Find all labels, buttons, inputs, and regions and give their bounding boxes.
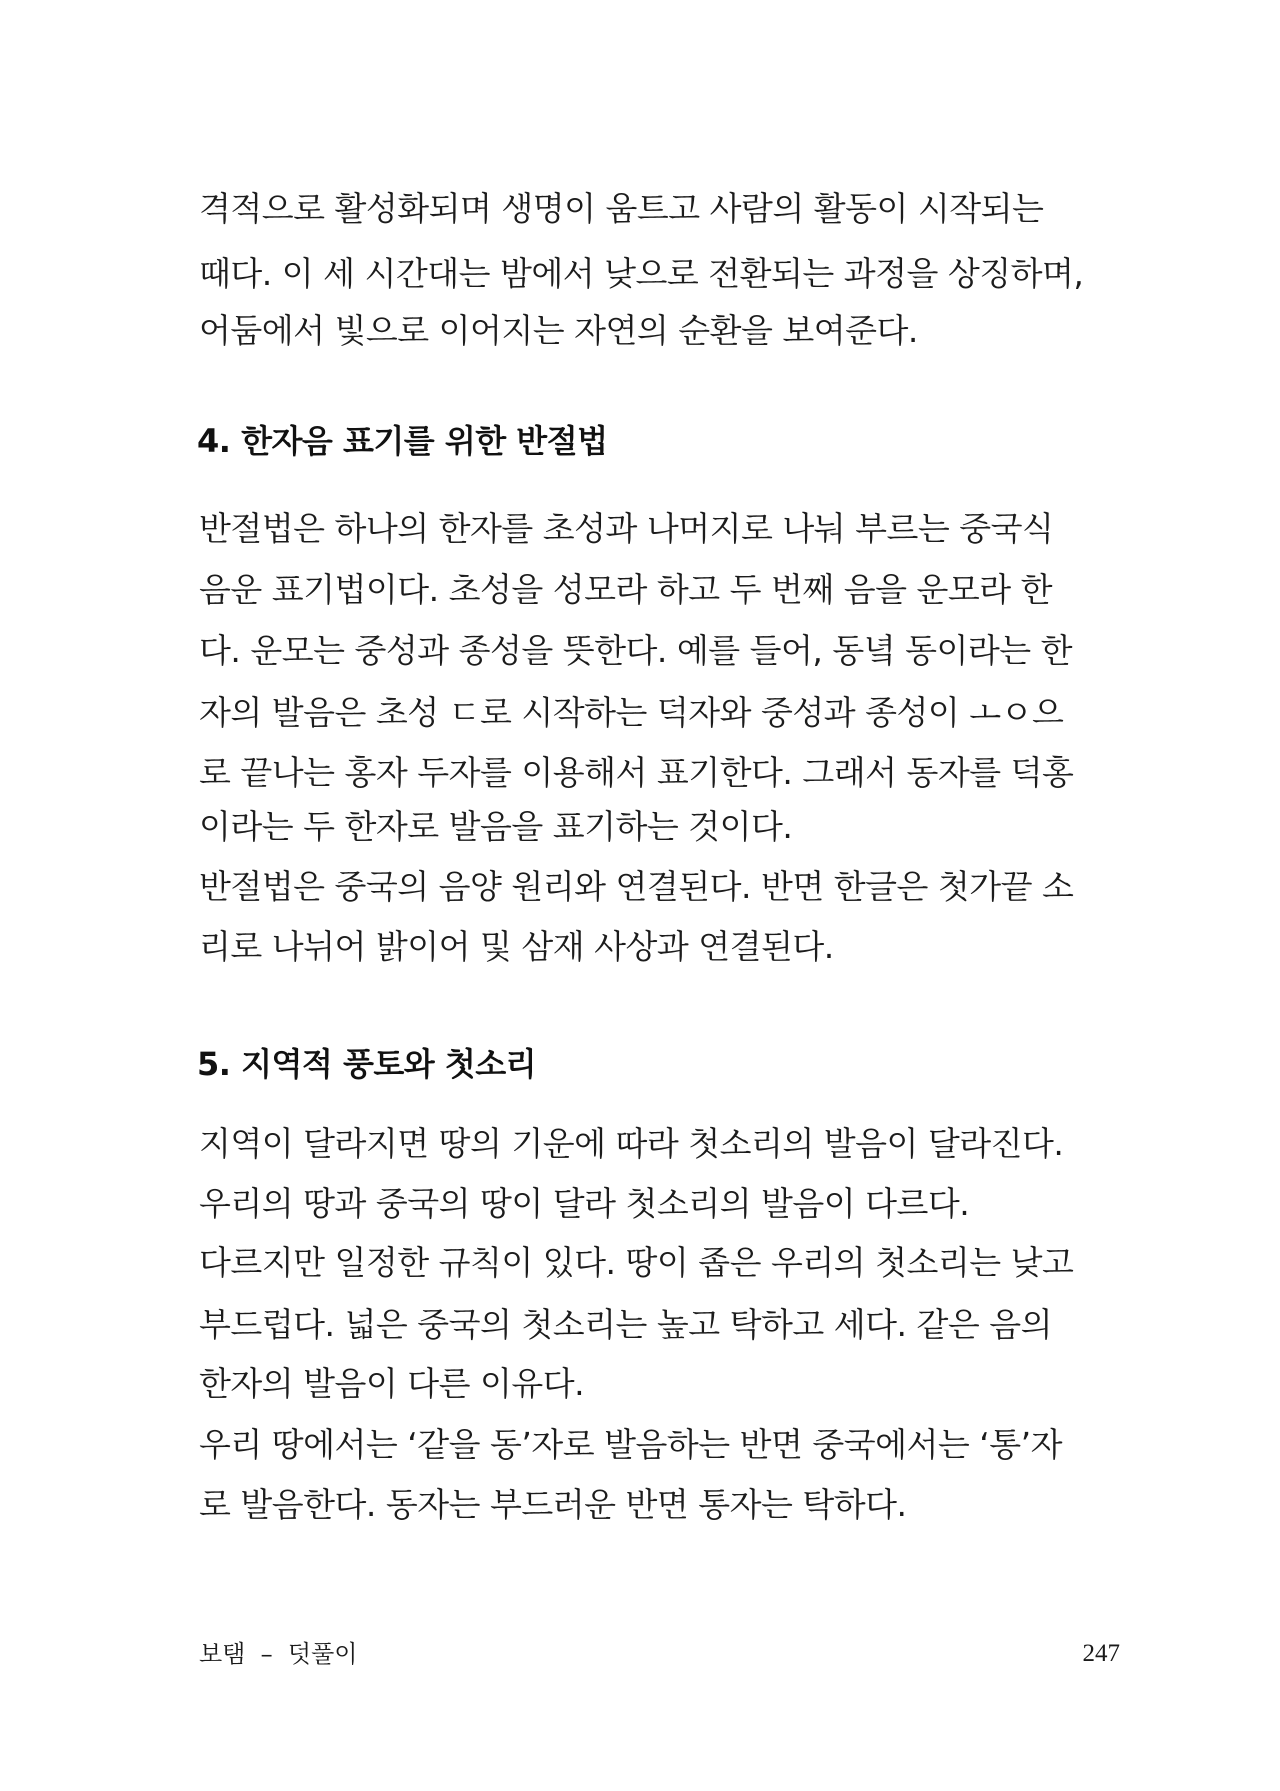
paragraph-line: 우리 땅에서는 ‘같을 동’자로 발음하는 반면 중국에서는 ‘통’자: [199, 1425, 1062, 1464]
running-title: 보탬 – 덧풀이: [199, 1640, 358, 1668]
paragraph-line: 부드럽다. 넓은 중국의 첫소리는 높고 탁하고 세다. 같은 음의: [199, 1305, 1052, 1344]
paragraph-line: 로 끝나는 홍자 두자를 이용해서 표기한다. 그래서 동자를 덕홍: [199, 753, 1074, 792]
paragraph-line: 다. 운모는 중성과 종성을 뜻한다. 예를 들어, 동녘 동이라는 한: [199, 631, 1072, 670]
paragraph-line: 리로 나뉘어 밝이어 및 삼재 사상과 연결된다.: [199, 927, 834, 966]
paragraph-line: 우리의 땅과 중국의 땅이 달라 첫소리의 발음이 다르다.: [199, 1184, 970, 1223]
paragraph-line: 격적으로 활성화되며 생명이 움트고 사람의 활동이 시작되는: [199, 189, 1044, 228]
paragraph-line: 때다. 이 세 시간대는 밤에서 낮으로 전환되는 과정을 상징하며,: [199, 254, 1084, 293]
paragraph-line: 이라는 두 한자로 발음을 표기하는 것이다.: [199, 807, 793, 846]
paragraph-line: 자의 발음은 초성 ㄷ로 시작하는 덕자와 중성과 종성이 ㅗㅇ으: [199, 693, 1064, 732]
page-number: 247: [1082, 1640, 1120, 1667]
paragraph-line: 한자의 발음이 다른 이유다.: [199, 1364, 585, 1403]
paragraph-line: 로 발음한다. 동자는 부드러운 반면 통자는 탁하다.: [199, 1485, 907, 1524]
paragraph-line: 반절법은 중국의 음양 원리와 연결된다. 반면 한글은 첫가끝 소: [199, 867, 1074, 906]
paragraph-line: 반절법은 하나의 한자를 초성과 나머지로 나눠 부르는 중국식: [199, 509, 1054, 548]
paragraph-line: 다르지만 일정한 규칙이 있다. 땅이 좁은 우리의 첫소리는 낮고: [199, 1243, 1074, 1282]
paragraph-line: 음운 표기법이다. 초성을 성모라 하고 두 번째 음을 운모라 한: [199, 570, 1052, 609]
paragraph-line: 어둠에서 빛으로 이어지는 자연의 순환을 보여준다.: [199, 311, 918, 350]
section-4-heading: 4. 한자음 표기를 위한 반절법: [197, 422, 608, 460]
section-5-heading: 5. 지역적 풍토와 첫소리: [197, 1045, 537, 1083]
paragraph-line: 지역이 달라지면 땅의 기운에 따라 첫소리의 발음이 달라진다.: [199, 1124, 1064, 1163]
